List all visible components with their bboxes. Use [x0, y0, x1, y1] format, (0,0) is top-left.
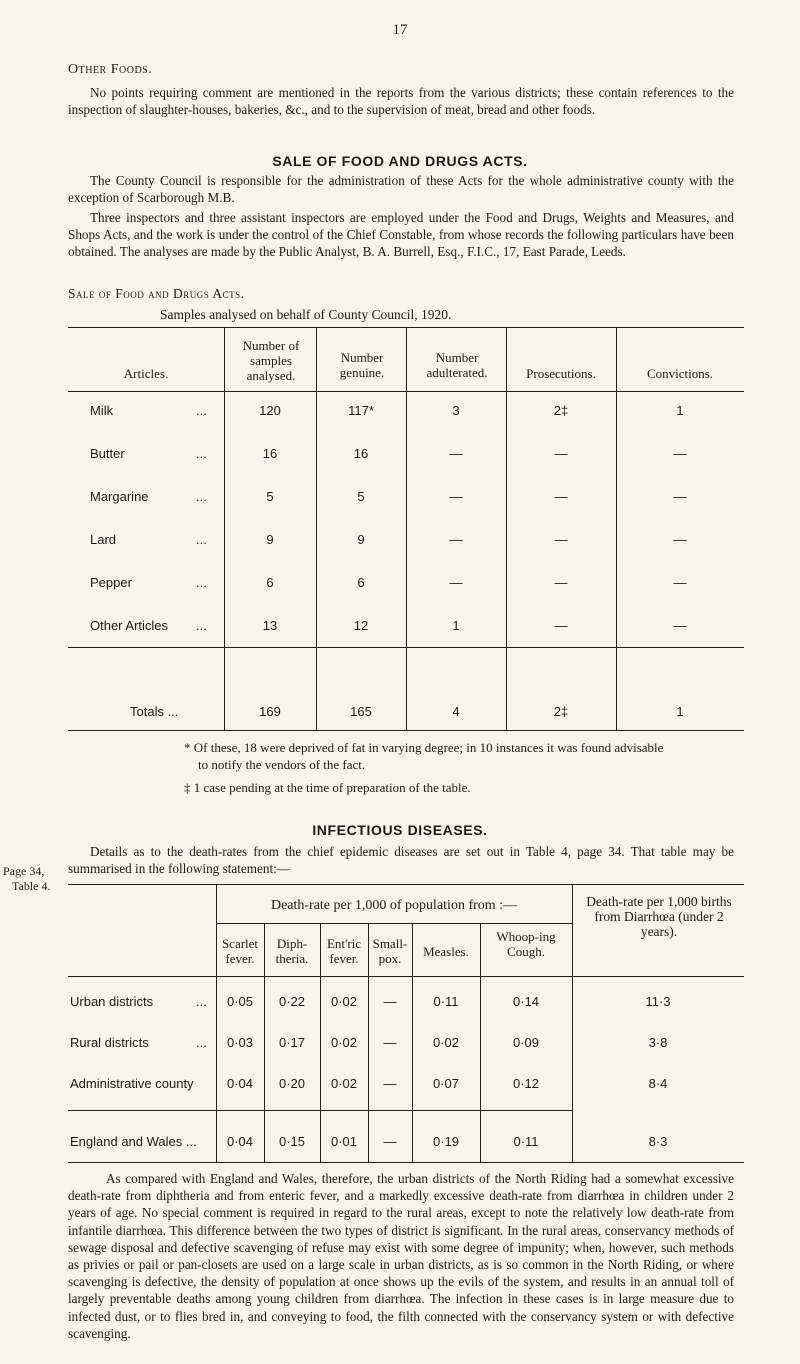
leader-dots: ... — [196, 446, 207, 461]
cell: 0·19 — [432, 1134, 460, 1149]
cell: 0·07 — [432, 1076, 460, 1091]
other-foods-paragraph: No points requiring comment are mentioned in the reports from the various districts; these contain references to the inspection of slaughter-houses, bakeries, &c., and to the supervision of meat, bread and other foods. — [68, 85, 734, 117]
col-header-whooping: Whoop-ing Cough. — [496, 929, 556, 959]
sale-heading: SALE OF FOOD AND DRUGS ACTS. — [272, 153, 528, 169]
row-label: Other Articles — [90, 618, 169, 633]
row-label: Urban districts — [70, 994, 154, 1009]
margin-note-page: Page 34, — [3, 864, 45, 878]
footnote-dagger: ‡ 1 case pending at the time of preparation of the table. — [184, 780, 471, 795]
cell: — — [554, 489, 568, 504]
cell: 2‡ — [553, 704, 569, 719]
table-column-rule — [616, 327, 617, 730]
cell: — — [449, 532, 463, 547]
col-header-smallpox: Small-pox. — [372, 936, 408, 966]
table-column-rule — [224, 327, 225, 730]
cell: 0·11 — [433, 994, 459, 1009]
cell: — — [673, 489, 687, 504]
cell: 0·09 — [512, 1035, 540, 1050]
sale-para-1: The County Council is responsible for the administration of these Acts for the whole administrative county with the exception of Scarborough M.B. — [68, 173, 734, 205]
table-column-rule — [216, 884, 217, 1162]
page-number: 17 — [392, 22, 408, 38]
cell: 0·11 — [513, 1134, 539, 1149]
cell: 9 — [266, 532, 274, 547]
cell: — — [383, 994, 397, 1009]
cell: 0·15 — [278, 1134, 306, 1149]
cell: 0·02 — [330, 994, 358, 1009]
other-foods-heading: Other Foods. — [68, 62, 153, 77]
cell: 1 — [676, 403, 684, 418]
col-header-enteric: Ent'ric fever. — [326, 936, 362, 966]
leader-dots: ... — [196, 532, 207, 547]
row-label: Butter — [90, 446, 125, 461]
sale-table-caption: Samples analysed on behalf of County Council, 1920. — [160, 307, 452, 322]
cell: 8·3 — [648, 1134, 668, 1149]
table-column-rule — [572, 884, 573, 1162]
col-header-adulterated: Number adulterated. — [426, 350, 488, 380]
cell: — — [554, 532, 568, 547]
cell: 0·04 — [226, 1134, 254, 1149]
cell: 16 — [353, 446, 369, 461]
cell: — — [383, 1134, 397, 1149]
cell: 0·02 — [432, 1035, 460, 1050]
cell: 12 — [353, 618, 369, 633]
cell: — — [673, 532, 687, 547]
table-column-rule — [316, 327, 317, 730]
closing-paragraph: As compared with England and Wales, therefore, the urban districts of the North Riding had a somewhat excessive death-rate from diphtheria and from enteric fever, and a markedly excessive death-rate from diarrhœa in children under 2 years of age. No special comment is required in regard to the rural areas, except to note the relatively low death-rate from infantile diarrhœa. This difference between the two types of district is significant. In the rural areas, conservancy methods of sewage disposal and defective scavenging of refuse may exist with some degree of impunity; when, however, such methods as privies or pail or pan-closets are used on a large scale in urban districts, as is so common in the North Riding, or where scavenging is defective, the density of population at once shows up the evils of the system, and results in an annual toll of largely preventable deaths among young children from diarrhœa. The infection in these cases is in large measure due to infected dust, or to flies bred in, and conveying to food, the filth connected with the conservancy system or with defective scavenging. — [68, 1171, 734, 1341]
cell: 165 — [350, 704, 372, 719]
table-rule — [68, 976, 744, 977]
col-header-diphtheria: Diph-theria. — [275, 936, 309, 966]
cell: 2‡ — [553, 403, 569, 418]
row-label: Margarine — [90, 489, 149, 504]
cell: 0·05 — [226, 994, 254, 1009]
col-header-analysed: Number of samples analysed. — [242, 338, 300, 383]
sale-para-2: Three inspectors and three assistant inspectors are employed under the Food and Drugs, Weights and Measures, and Shops Acts, and the work is under the control of the Chief Constable, from whose records the following particulars have been obtained. The analyses are made by the Public Analyst, B. A. Burrell, Esq., F.I.C., 17, East Parade, Leeds. — [68, 210, 734, 259]
margin-note-table: Table 4. — [12, 879, 51, 893]
cell: 3·8 — [648, 1035, 668, 1050]
diarrhoea-header: Death-rate per 1,000 births from Diarrhœa (under 2 years). — [586, 894, 732, 939]
table-rule — [68, 1162, 744, 1163]
col-header-measles: Measles. — [423, 944, 469, 959]
cell: — — [554, 446, 568, 461]
cell: 0·14 — [512, 994, 540, 1009]
cell: 117* — [348, 403, 374, 418]
infectious-paragraph: Details as to the death-rates from the chief epidemic diseases are set out in Table 4, page 34. That table may be summarised in the following statement:— — [68, 844, 734, 876]
cell: 0·20 — [278, 1076, 306, 1091]
row-label: Lard — [90, 532, 117, 547]
cell: 6 — [266, 575, 274, 590]
leader-dots: ... — [196, 575, 207, 590]
leader-dots: ... — [196, 489, 207, 504]
leader-dots: ... — [196, 618, 207, 633]
col-header-prosecutions: Prosecutions. — [526, 366, 596, 381]
cell: 1 — [676, 704, 684, 719]
row-label: Rural districts — [70, 1035, 149, 1050]
cell: 16 — [262, 446, 278, 461]
cell: — — [449, 446, 463, 461]
table-rule — [216, 923, 572, 924]
table-column-rule — [506, 327, 507, 730]
cell: 13 — [262, 618, 278, 633]
cell: 0·03 — [226, 1035, 254, 1050]
cell: — — [673, 575, 687, 590]
table-rule — [68, 730, 744, 731]
cell: 0·17 — [278, 1035, 306, 1050]
cell: 5 — [357, 489, 365, 504]
row-label: Totals ... — [130, 704, 179, 719]
cell: 5 — [266, 489, 274, 504]
cell: 4 — [452, 704, 460, 719]
cell: — — [383, 1035, 397, 1050]
leader-dots: ... — [196, 994, 207, 1009]
cell: — — [673, 446, 687, 461]
row-label: Pepper — [90, 575, 132, 590]
cell: 11·3 — [645, 994, 671, 1009]
col-header-genuine: Number genuine. — [339, 350, 385, 380]
group-header: Death-rate per 1,000 of population from :— — [270, 898, 518, 913]
leader-dots: ... — [196, 1035, 207, 1050]
cell: — — [383, 1076, 397, 1091]
cell: 6 — [357, 575, 365, 590]
cell: — — [449, 489, 463, 504]
sale-subheading: Sale of Food and Drugs Acts. — [68, 286, 245, 301]
cell: 0·22 — [278, 994, 306, 1009]
cell: 3 — [452, 403, 460, 418]
cell: 8·4 — [648, 1076, 668, 1091]
row-label: England and Wales ... — [70, 1134, 197, 1149]
leader-dots: ... — [196, 403, 207, 418]
table-rule — [68, 884, 744, 885]
cell: 120 — [259, 403, 281, 418]
col-header-convictions: Convictions. — [646, 366, 714, 381]
row-label: Milk — [90, 403, 114, 418]
footnote-star: * Of these, 18 were deprived of fat in varying degree; in 10 instances it was found advisable to notify the vendors of the fact. — [184, 740, 664, 772]
cell: 1 — [452, 618, 460, 633]
cell: 0·01 — [330, 1134, 358, 1149]
cell: 9 — [357, 532, 365, 547]
cell: 0·02 — [330, 1076, 358, 1091]
row-label: Administrative county — [70, 1076, 194, 1091]
cell: — — [449, 575, 463, 590]
cell: — — [673, 618, 687, 633]
infectious-heading: INFECTIOUS DISEASES. — [312, 822, 488, 838]
cell: 169 — [259, 704, 281, 719]
cell: — — [554, 618, 568, 633]
cell: 0·02 — [330, 1035, 358, 1050]
cell: 0·12 — [512, 1076, 540, 1091]
cell: — — [554, 575, 568, 590]
col-header-articles: Articles. — [123, 366, 169, 381]
col-header-scarlet: Scarlet fever. — [221, 936, 259, 966]
table-column-rule — [406, 327, 407, 730]
cell: 0·04 — [226, 1076, 254, 1091]
